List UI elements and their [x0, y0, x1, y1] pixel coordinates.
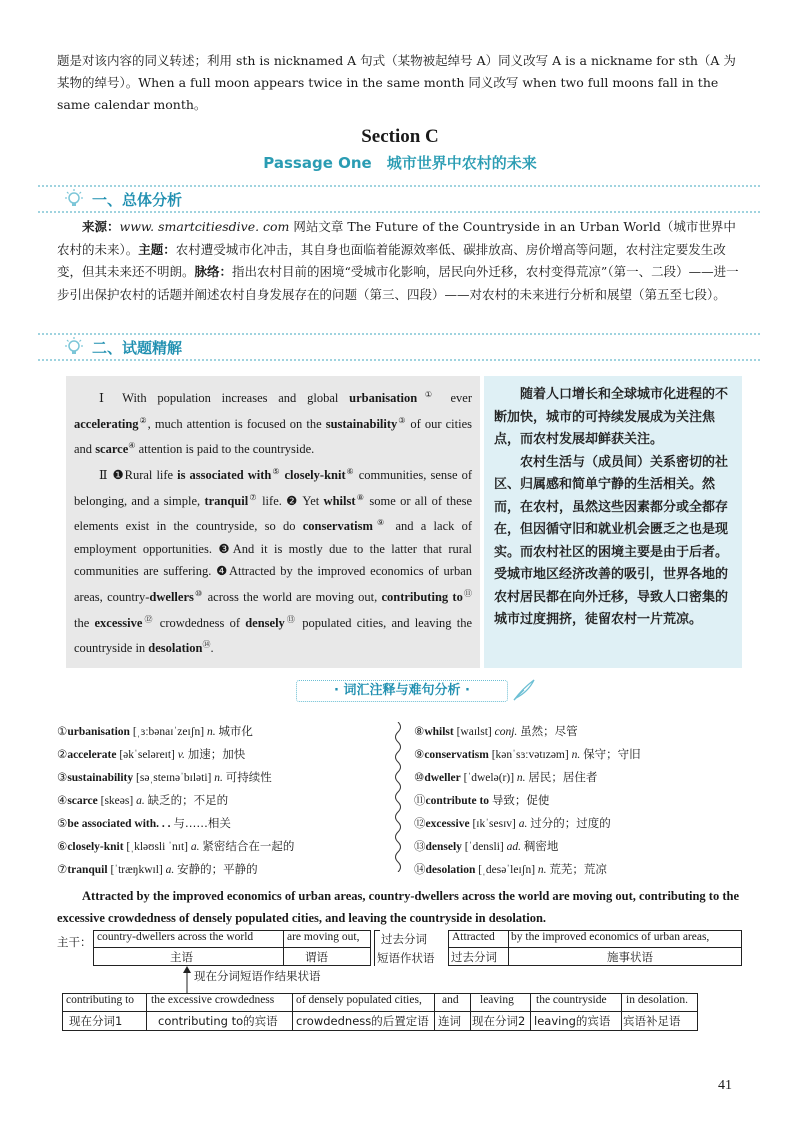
- passage-text: and a lack of employment opportunities. ❸And it is mostly due to the latter that rural communities are suffering. ❹Attracted by the improved economics of urban areas, country-: [74, 519, 473, 605]
- vocab-word: tranquil: [67, 864, 108, 876]
- vocab-pos: n.: [214, 772, 226, 784]
- thread-label: 脉络：: [194, 264, 233, 279]
- row2-label-5: 现在分词2: [472, 1014, 526, 1028]
- passage-text: Ⅰ With population increases and global: [99, 391, 350, 406]
- vocab-term: dwellers: [149, 590, 194, 605]
- row2-text-7: in desolation.: [626, 994, 688, 1006]
- vocab-list-right: [414, 720, 641, 881]
- vocab-pos: n.: [571, 749, 584, 761]
- vocab-number: ④: [57, 795, 68, 807]
- footnote-number: ⑧: [355, 492, 366, 502]
- divider: [38, 185, 760, 187]
- passage-paragraph-2: [74, 461, 472, 660]
- adverbial-label: 短语作状语: [377, 951, 435, 965]
- row2-label-6: leaving的宾语: [534, 1014, 611, 1028]
- passage-text: populated cities, and leaving the countryside in: [74, 615, 472, 656]
- divider: [38, 333, 760, 335]
- page-number: 41: [718, 1078, 732, 1093]
- vocab-word: scarce: [67, 795, 98, 807]
- vocab-number: ⑤: [57, 818, 68, 830]
- theme-text: 农村遭受城市化冲击，其自身也面临着能源效率低、碳排放高、房价增高等问题，农村注定要发生改变，但其未来还不明朗。: [57, 241, 726, 279]
- vocab-pos: n.: [206, 726, 219, 738]
- footnote-number: ⑤: [271, 466, 281, 476]
- attracted: Attracted: [452, 931, 495, 943]
- theme-label: 主题：: [138, 241, 176, 257]
- vocab-number: ③: [57, 772, 68, 784]
- vocab-number: ⑭: [414, 864, 426, 876]
- vocab-item: [57, 858, 294, 881]
- vocab-meaning: 保守；守旧: [583, 747, 641, 761]
- vocab-pos: v.: [177, 749, 188, 761]
- row2-label-3: crowdedness的后置定语: [296, 1014, 429, 1028]
- row2-text-4: and: [442, 994, 459, 1006]
- attracted-label: 过去分词: [451, 950, 497, 964]
- passage-text: life. ❷ Yet: [257, 493, 324, 508]
- vocab-item: [57, 743, 294, 766]
- vocab-term: densely: [245, 615, 285, 630]
- footnote-number: ③: [397, 415, 407, 425]
- vocab-term: tranquil: [204, 493, 249, 508]
- translation-paragraph-2: 农村生活与（成员间）关系密切的社区、归属感和简单宁静的生活相关。然而，在农村，虽然这些因素都分或全都存在，但因循守旧和就业机会匮乏之也是现实。而农村社区的困境主要是由于后者。受城市地区经济改善的吸引，世界各地的农村居民都在向外迁移，导致人口密集的城市过度拥挤，徒留农村一片荒凉。: [494, 454, 729, 627]
- vocab-ipa: [ˌdesəˈleɪʃn]: [475, 864, 538, 876]
- vocab-term: is associated with: [177, 468, 272, 483]
- divider: [38, 359, 760, 361]
- vocab-number: ②: [57, 749, 68, 761]
- row2-label-1: 现在分词1: [69, 1014, 123, 1028]
- footnote-number: ⑥: [345, 466, 355, 476]
- vocab-item: [414, 720, 641, 743]
- vocab-pos: a.: [518, 818, 531, 830]
- heading-overall-analysis: [62, 188, 182, 210]
- vocab-term: whilst: [323, 493, 356, 508]
- main-label: 主干：: [57, 935, 92, 949]
- vocab-term: scarce: [95, 442, 129, 457]
- passage-text: the: [74, 615, 95, 630]
- vocab-number: ⑬: [414, 841, 426, 853]
- row2-text-3: of densely populated cities,: [296, 994, 422, 1006]
- vocab-ipa: [ɪkˈsesɪv]: [469, 818, 519, 830]
- row2-label-4: 连词: [438, 1014, 461, 1028]
- vocab-number: ⑧: [414, 726, 425, 738]
- footnote-number: ⑨: [372, 518, 389, 528]
- up-arrow-icon: [180, 966, 194, 994]
- agent-phrase: by the improved economics of urban areas,: [511, 931, 710, 943]
- passage-text: ever: [439, 391, 472, 406]
- agent-label: 施事状语: [607, 950, 653, 964]
- row2-text-1: contributing to: [66, 994, 135, 1006]
- subject: country-dwellers across the world: [97, 931, 254, 943]
- row2-text-2: the excessive crowdedness: [151, 994, 275, 1006]
- vocab-meaning: 缺乏的；不足的: [147, 793, 229, 807]
- quill-icon: [510, 678, 536, 702]
- overview-paragraph: [57, 216, 747, 306]
- passage-title: Passage One 城市世界中农村的未来: [263, 154, 537, 172]
- vocab-ipa: [ˈdensli]: [461, 841, 507, 853]
- vocab-item: [57, 789, 294, 812]
- vocab-heading: · 词汇注释与难句分析 ·: [296, 680, 508, 702]
- vocab-ipa: [skeəs]: [97, 795, 137, 807]
- vocab-ipa: [ˈtræŋkwɪl]: [107, 864, 166, 876]
- vocab-pos: ad.: [506, 841, 524, 853]
- vocab-item: [414, 743, 641, 766]
- vocab-meaning: 过分的；过度的: [530, 816, 611, 830]
- continued-paragraph: 题是对该内容的同义转述；利用 sth is nicknamed A 句式（某物被起绰号 A）同义改写 A is a nickname for sth（A 为某物的绰号）。When a full moon appears twice in the same month 同义改写 when two full moons fall in the same calendar month。: [57, 53, 736, 112]
- vocab-term: sustainability: [325, 416, 398, 431]
- vocab-ipa: [ˈdwelə(r)]: [460, 772, 517, 784]
- vocab-word: desolation: [425, 864, 476, 876]
- vocab-item: [414, 835, 641, 858]
- vocab-term: accelerating: [74, 416, 139, 431]
- vocab-number: ①: [57, 726, 68, 738]
- vocab-term: excessive: [94, 615, 143, 630]
- vocab-term: closely-knit: [284, 468, 346, 483]
- vocab-number: ⑪: [414, 795, 426, 807]
- passage-text: , much attention is focused on the: [147, 416, 326, 431]
- vocab-meaning: 导致；促使: [491, 793, 550, 807]
- vocab-item: [57, 720, 294, 743]
- vocab-number: ⑩: [414, 772, 425, 784]
- vocab-item: [57, 766, 294, 789]
- vocab-meaning: 荒芜；荒凉: [549, 862, 607, 876]
- vocab-meaning: 城市化: [218, 724, 253, 738]
- thread-text: 指出农村目前的困境“受城市化影响，居民向外迁移，农村变得荒凉”（第一、二段）——进一步引出保护农村的话题并阐述农村自身发展存在的问题（第三、四段）——对农村的未来进行分析和展望（第五至七段）。: [57, 264, 739, 302]
- key-sentence: Attracted by the improved economics of urban areas, country-dwellers across the world are moving out, contributing to the excessive crowdedness of densely populated cities, and leaving the countryside in desolation.: [57, 889, 740, 925]
- vocab-meaning: 居民；居住者: [528, 770, 598, 784]
- predicate-label: 谓语: [305, 950, 328, 964]
- passage-paragraph-1: [74, 384, 472, 461]
- vocab-ipa: [əkˈseləreɪt]: [116, 749, 178, 761]
- section-title: Section C: [361, 126, 439, 147]
- row2-text-6: the countryside: [536, 994, 607, 1006]
- present-participle-note: 现在分词短语作结果状语: [194, 969, 321, 983]
- vocab-meaning: 可持续性: [225, 770, 272, 784]
- vocab-meaning: 与……相关: [173, 816, 231, 830]
- footnote-number: ⑭: [202, 640, 211, 650]
- vocab-word: accelerate: [67, 749, 117, 761]
- vocab-number: ⑥: [57, 841, 68, 853]
- vocab-pos: a.: [136, 795, 148, 807]
- footnote-number: ⑫: [142, 614, 155, 624]
- lightbulb-icon: [62, 188, 86, 210]
- vocab-word: densely: [425, 841, 462, 853]
- vocab-word: closely-knit: [67, 841, 124, 853]
- subject-label: 主语: [170, 950, 193, 964]
- vocab-term: conservatism: [302, 519, 373, 534]
- passage-text: crowdedness of: [154, 615, 246, 630]
- vocab-word: urbanisation: [67, 726, 130, 738]
- vocab-ipa: [səˌsteɪnəˈbɪləti]: [133, 772, 215, 784]
- vocab-meaning: 虽然；尽管: [520, 724, 578, 738]
- source-text: 网站文章 The Future of the Countryside in an Urban World（城市世界中农村的未来）。: [57, 219, 736, 257]
- vocab-word: be associated with. . .: [67, 818, 171, 830]
- vocab-pos: n.: [516, 772, 529, 784]
- vocab-item: [414, 766, 641, 789]
- footnote-number: ⑪: [462, 588, 472, 598]
- vocab-list-left: [57, 720, 294, 881]
- footnote-number: ⑦: [248, 492, 258, 502]
- vocab-item: [57, 835, 294, 858]
- heading-text: 一、总体分析: [92, 190, 183, 209]
- vocab-pos: a.: [165, 864, 178, 876]
- passage-translation: [484, 376, 742, 668]
- vocab-item: [414, 789, 641, 812]
- predicate: are moving out,: [287, 931, 360, 943]
- vocab-word: conservatism: [424, 749, 489, 761]
- footnote-number: ④: [128, 441, 136, 451]
- footnote-number: ⑬: [284, 614, 297, 624]
- vocab-meaning: 安静的；平静的: [177, 862, 258, 876]
- vocab-item: [414, 858, 641, 881]
- source-label: 来源：: [82, 219, 120, 234]
- translation-paragraph-1: 随着人口增长和全球城市化进程的不断加快，城市的可持续发展成为关注焦点，而农村发展却鲜获关注。: [494, 387, 729, 447]
- passage-text: of our cities and: [74, 416, 472, 457]
- footnote-number: ②: [138, 415, 148, 425]
- passage-text: across the world are moving out,: [203, 590, 382, 605]
- footnote-number: ⑩: [193, 588, 204, 598]
- lightbulb-icon: [62, 336, 86, 358]
- passage-text: Ⅱ ❶Rural life: [99, 468, 178, 483]
- divider: [38, 211, 760, 213]
- vocab-ipa: [ˌɜːbənaɪˈzeɪʃn]: [129, 726, 207, 738]
- vocab-number: ⑦: [57, 864, 68, 876]
- vocab-pos: a.: [190, 841, 203, 853]
- vocab-item: [414, 812, 641, 835]
- past-participle-label: 过去分词: [381, 932, 427, 946]
- passage-text: attention is paid to the countryside.: [135, 442, 315, 457]
- heading-text: 二、试题精解: [92, 338, 183, 357]
- passage-text: .: [210, 641, 214, 656]
- vocab-meaning: 稠密地: [523, 839, 559, 853]
- passage-english: [66, 376, 480, 668]
- vocab-number: ⑫: [414, 818, 426, 830]
- heading-question-analysis: [62, 336, 182, 358]
- vocab-term: desolation: [148, 641, 203, 656]
- vocab-word: excessive: [425, 818, 470, 830]
- row2-label-2: contributing to的宾语: [158, 1014, 278, 1028]
- row2-text-5: leaving: [480, 994, 514, 1006]
- vocab-ipa: [kənˈsɜːvətɪzəm]: [488, 749, 572, 761]
- vocab-word: sustainability: [67, 772, 134, 784]
- wavy-divider: [392, 722, 404, 872]
- vocab-term: urbanisation: [349, 391, 418, 406]
- vocab-word: dweller: [424, 772, 461, 784]
- vocab-pos: n.: [537, 864, 550, 876]
- vocab-ipa: [waɪlst]: [453, 726, 495, 738]
- passage-text: some or all of these elements exist in the countryside, so do: [74, 493, 473, 534]
- vocab-pos: conj.: [494, 726, 521, 738]
- vocab-word: contribute to: [425, 795, 490, 807]
- vocab-term: contributing to: [381, 590, 463, 605]
- source-site: www. smartcitiesdive. com: [119, 219, 290, 234]
- vocab-meaning: 加速；加快: [187, 747, 246, 761]
- passage-text: communities, sense of belonging, and a simple,: [74, 468, 473, 508]
- footnote-number: ①: [417, 390, 440, 399]
- vocab-word: whilst: [424, 726, 454, 738]
- vocab-meaning: 紧密结合在一起的: [202, 839, 295, 853]
- vocab-ipa: [ˌkləʊsli ˈnɪt]: [123, 841, 191, 853]
- row2-label-7: 宾语补足语: [623, 1014, 681, 1028]
- vocab-item: [57, 812, 294, 835]
- vocab-number: ⑨: [414, 749, 425, 761]
